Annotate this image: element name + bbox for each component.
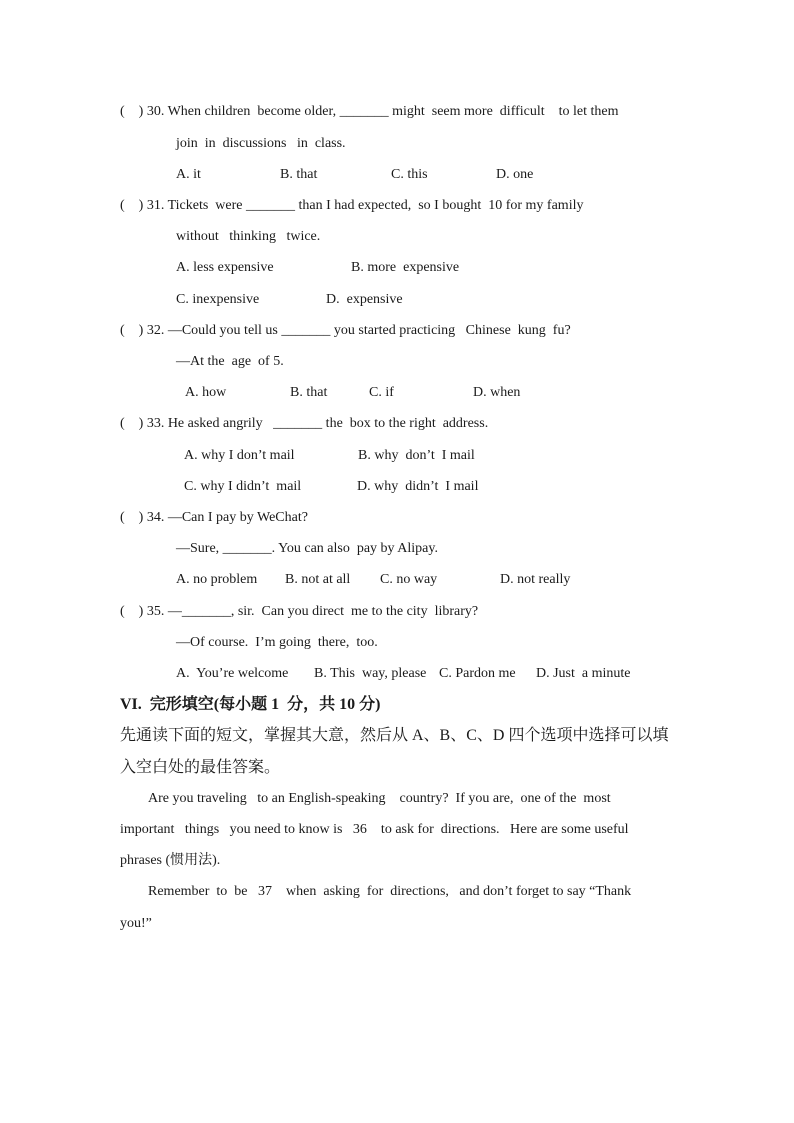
- q31-option-a: A. less expensive: [176, 260, 274, 275]
- section-instructions-line-1: 先通读下面的短文，掌握其大意，然后从 A、B、C、D 四个选项中选择可以填: [120, 727, 669, 744]
- question-35-continuation: —Of course. I’m going there, too.: [176, 635, 378, 650]
- question-30: ( ) 30. When children become older, _______ might seem more difficult to let them: [120, 104, 619, 119]
- q30-option-b: B. that: [280, 167, 318, 182]
- question-35: ( ) 35. —_______, sir. Can you direct me to the city library?: [120, 604, 479, 619]
- passage-line-4: Remember to be 37 when asking for directions, and don’t forget to say “Thank: [148, 884, 632, 899]
- q35-option-c: C. Pardon me: [439, 666, 516, 681]
- question-32-continuation: —At the age of 5.: [176, 354, 284, 369]
- q32-option-b: B. that: [290, 385, 328, 400]
- question-30-continuation: join in discussions in class.: [176, 136, 346, 151]
- q33-option-a: A. why I don’t mail: [184, 448, 295, 463]
- q33-option-b: B. why don’t I mail: [358, 448, 475, 463]
- section-instructions-line-2: 入空白处的最佳答案。: [120, 759, 281, 776]
- passage-line-5: you!”: [120, 916, 152, 931]
- question-34-continuation: —Sure, _______. You can also pay by Alipay.: [176, 541, 438, 556]
- q31-option-b: B. more expensive: [351, 260, 460, 275]
- q32-option-d: D. when: [473, 385, 521, 400]
- q31-option-d: D. expensive: [326, 292, 403, 307]
- passage-line-2: important things you need to know is 36 to ask for directions. Here are some useful: [120, 822, 629, 837]
- q30-option-c: C. this: [391, 167, 428, 182]
- q31-option-c: C. inexpensive: [176, 292, 260, 307]
- section-heading: VI. 完形填空(每小题 1 分，共 10 分): [120, 696, 381, 713]
- q34-option-d: D. not really: [500, 572, 571, 587]
- q34-option-b: B. not at all: [285, 572, 351, 587]
- question-31-continuation: without thinking twice.: [176, 229, 321, 244]
- question-34: ( ) 34. —Can I pay by WeChat?: [120, 510, 308, 525]
- q35-option-a: A. You’re welcome: [176, 666, 289, 681]
- question-33: ( ) 33. He asked angrily _______ the box to the right address.: [120, 416, 489, 431]
- q30-option-a: A. it: [176, 167, 201, 182]
- q32-option-a: A. how: [185, 385, 227, 400]
- question-32: ( ) 32. —Could you tell us _______ you started practicing Chinese kung fu?: [120, 323, 571, 338]
- q34-option-a: A. no problem: [176, 572, 258, 587]
- q33-option-c: C. why I didn’t mail: [184, 479, 302, 494]
- passage-line-1: Are you traveling to an English-speaking country? If you are, one of the most: [148, 791, 611, 806]
- q32-option-c: C. if: [369, 385, 394, 400]
- q35-option-b: B. This way, please: [314, 666, 427, 681]
- passage-line-3: phrases (惯用法).: [120, 853, 221, 868]
- q35-option-d: D. Just a minute: [536, 666, 631, 681]
- q30-option-d: D. one: [496, 167, 534, 182]
- q34-option-c: C. no way: [380, 572, 438, 587]
- question-31: ( ) 31. Tickets were _______ than I had expected, so I bought 10 for my family: [120, 198, 584, 213]
- q33-option-d: D. why didn’t I mail: [357, 479, 479, 494]
